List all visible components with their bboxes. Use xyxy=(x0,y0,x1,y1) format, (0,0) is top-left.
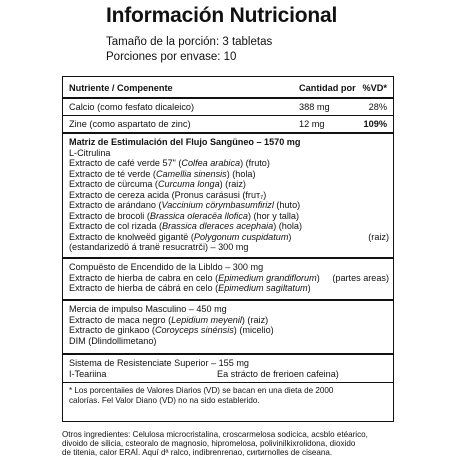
nutrient-dv: 28% xyxy=(368,102,387,112)
ingredient-line: Extracto de café verde 57" (Colfea arabica) (fruto) xyxy=(69,158,270,169)
blend-title: Compuësto de Encendido de la Libldo – 300 mg xyxy=(69,262,264,272)
nutrient-name: Calcio (como fesfato dicaleico) xyxy=(69,102,195,112)
blend-title: Mercia de impulso Masculino – 450 mg xyxy=(69,304,227,314)
ingredient-line: Extracto de knolweëd gigantë (Polygonum cuspidatum) (raiz) xyxy=(69,231,389,242)
ingredient-line: L-Citrulina xyxy=(69,147,111,158)
panel-title: Información Nutricional xyxy=(106,4,338,27)
nutrient-dv: 109% xyxy=(363,119,387,129)
column-header-amount: Cantidad por xyxy=(299,83,356,93)
nutrient-name: Zine (como aspartato de zinc) xyxy=(69,119,191,129)
divider xyxy=(63,353,393,355)
column-header-nutrient: Nutriente / Compenente xyxy=(69,83,173,93)
nutrient-amount: 388 mg xyxy=(299,102,330,112)
ingredient-line: I-Teariina Ea strácto de frerioen cafeina) xyxy=(69,368,339,379)
libido-blend xyxy=(69,262,389,294)
nutrition-panel xyxy=(62,76,394,422)
male-boost-blend xyxy=(69,304,389,346)
blood-flow-blend xyxy=(69,137,389,253)
ingredient-line: Extracto de col rizada (Brassica dleraces acephaia) (hola) xyxy=(69,221,303,232)
divider xyxy=(63,115,393,116)
other-ingredients: Otros ingredientes: Celulosa microcristalina, croscarmelosa sodicica, acsblo etéarico, divoido de silicia, csteoralo de magnosio, hipromelosa, polivinilkixrolidona, dioxido de titenia, calor ERAİ. Aquí dª ralco, indibrenreпao, cиrtиrnolles de ciseana. xyxy=(62,430,368,458)
ingredient-line: Extracto de hierba de cábrá en celo (Epimedium sagiltatum) xyxy=(69,283,311,294)
ingredient-line: Extracto de maca negro (Lepidium meyenil) (raiz) xyxy=(69,314,269,325)
divider xyxy=(63,382,393,383)
blend-title: Sistema de Resistenciate Superior – 155 mg xyxy=(69,358,249,368)
ingredient-line: Extracto de arándano (Vaccinium cörymbasumfirizl (huto) xyxy=(69,200,301,211)
endurance-blend xyxy=(69,358,389,379)
ingredient-line: Extracto de té verde (Camellia sinensis) (hola) xyxy=(69,168,256,179)
blend-title: Matriz de Estimulación del Flujo Sangüneo – 1570 mg xyxy=(69,137,301,147)
divider xyxy=(63,97,393,99)
ingredient-line: Extracto de brocoli (Brassica oleracëa llofica) (hor y talla) xyxy=(69,210,299,221)
ingredient-line: Extracto de cereza acida (Pronus carásusi (fruт₇) xyxy=(69,189,267,200)
ingredient-line: DIM (Dlindollimetano) xyxy=(69,335,157,346)
divider xyxy=(63,132,393,134)
ingredient-line: Extracto de cürcuma (Curcuma longa) (raiz) xyxy=(69,179,246,190)
nutrient-amount: 12 mg xyxy=(299,119,325,129)
divider xyxy=(63,257,393,259)
dv-disclaimer: * Los porcentaiies de Valores Diarios (VD) se bacan en una dieta de 2000 calorías. Fel Valor Diano (VD) no na sido establerido. xyxy=(69,386,334,405)
column-header-dv: %VD* xyxy=(362,83,387,93)
serving-size: Tamaño de la porción: 3 tabletas xyxy=(106,36,273,48)
ingredient-line: Extracto de hierba de cabra en celo (Epimedium grandiflorum) (partes areas) xyxy=(69,272,389,283)
ingredient-line: (estandarizedö á tranë resucratrči) – 300 mg xyxy=(69,242,249,253)
servings-per-container: Porciones por envase: 10 xyxy=(106,51,237,63)
divider xyxy=(63,299,393,301)
ingredient-line: Extracto de ginkaoo (Coroyceps sinénsis) (micelio) xyxy=(69,325,274,336)
